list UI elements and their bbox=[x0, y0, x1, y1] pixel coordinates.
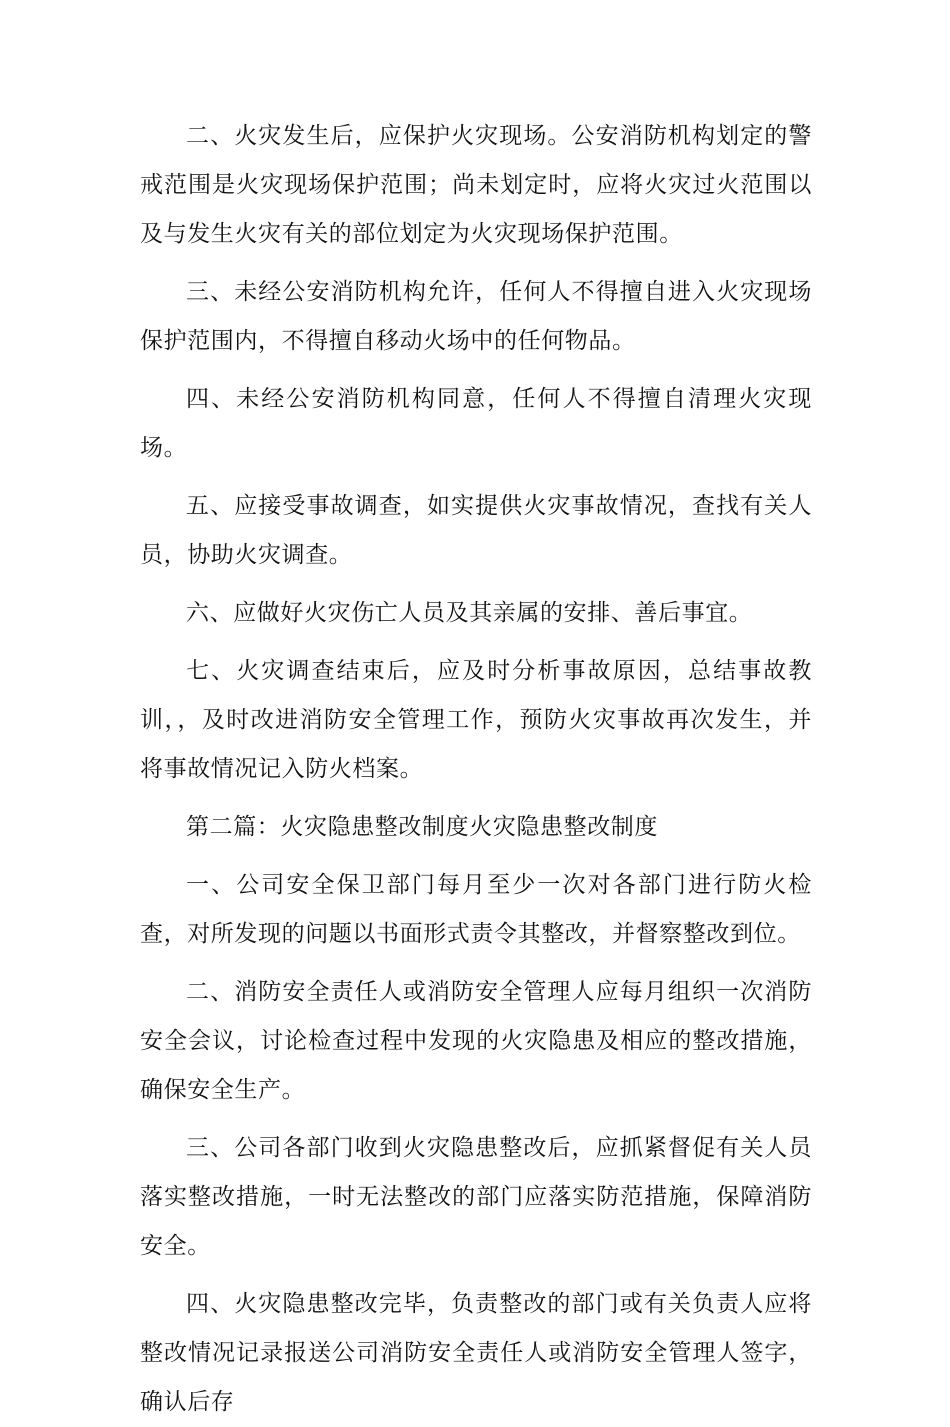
paragraph-spacer bbox=[140, 1115, 812, 1124]
paragraph-no-cleanup: 四、未经公安消防机构同意，任何人不得擅自清理火灾现场。 bbox=[140, 386, 812, 461]
paragraph-rectification-record: 四、火灾隐患整改完毕，负责整改的部门或有关负责人应将整改情况记录报送公司消防安全责任人或消防安全管理人签字，确认后存 bbox=[140, 1291, 812, 1415]
paragraph-accept-investigation: 五、应接受事故调查，如实提供火灾事故情况，查找有关人员，协助火灾调查。 bbox=[140, 493, 812, 568]
paragraph-spacer bbox=[140, 473, 812, 482]
paragraph-spacer bbox=[140, 959, 812, 968]
paragraph-fire-scene-protection: 二、火灾发生后，应保护火灾现场。公安消防机构划定的警戒范围是火灾现场保护范围；尚未划定时，应将火灾过火范围以及与发生火灾有关的部位划定为火灾现场保护范围。 bbox=[140, 123, 812, 247]
paragraph-spacer bbox=[140, 638, 812, 647]
section-title: 第二篇：火灾隐患整改制度火灾隐患整改制度 bbox=[186, 814, 658, 840]
paragraph-spacer bbox=[140, 1271, 812, 1280]
paragraph-no-entry: 三、未经公安消防机构允许，任何人不得擅自进入火灾现场保护范围内，不得擅自移动火场中的任何物品。 bbox=[140, 279, 812, 354]
paragraph-monthly-inspection: 一、公司安全保卫部门每月至少一次对各部门进行防火检查，对所发现的问题以书面形式责令其整改，并督察整改到位。 bbox=[140, 872, 812, 947]
paragraph-spacer bbox=[140, 580, 812, 589]
paragraph-safety-meeting: 二、消防安全责任人或消防安全管理人应每月组织一次消防安全会议，讨论检查过程中发现的火灾隐患及相应的整改措施，确保安全生产。 bbox=[140, 979, 812, 1103]
paragraph-casualty-arrangements: 六、应做好火灾伤亡人员及其亲属的安排、善后事宜。 bbox=[186, 600, 753, 626]
paragraph-spacer bbox=[140, 259, 812, 268]
paragraph-spacer bbox=[140, 366, 812, 375]
document-page bbox=[140, 112, 812, 1427]
paragraph-spacer bbox=[140, 794, 812, 803]
paragraph-after-investigation: 七、火灾调查结束后，应及时分析事故原因，总结事故教训，，及时改进消防安全管理工作，预防火灾事故再次发生，并将事故情况记入防火档案。 bbox=[140, 658, 812, 782]
paragraph-spacer bbox=[140, 852, 812, 861]
paragraph-rectification-measures: 三、公司各部门收到火灾隐患整改后，应抓紧督促有关人员落实整改措施，一时无法整改的部门应落实防范措施，保障消防安全。 bbox=[140, 1135, 812, 1259]
